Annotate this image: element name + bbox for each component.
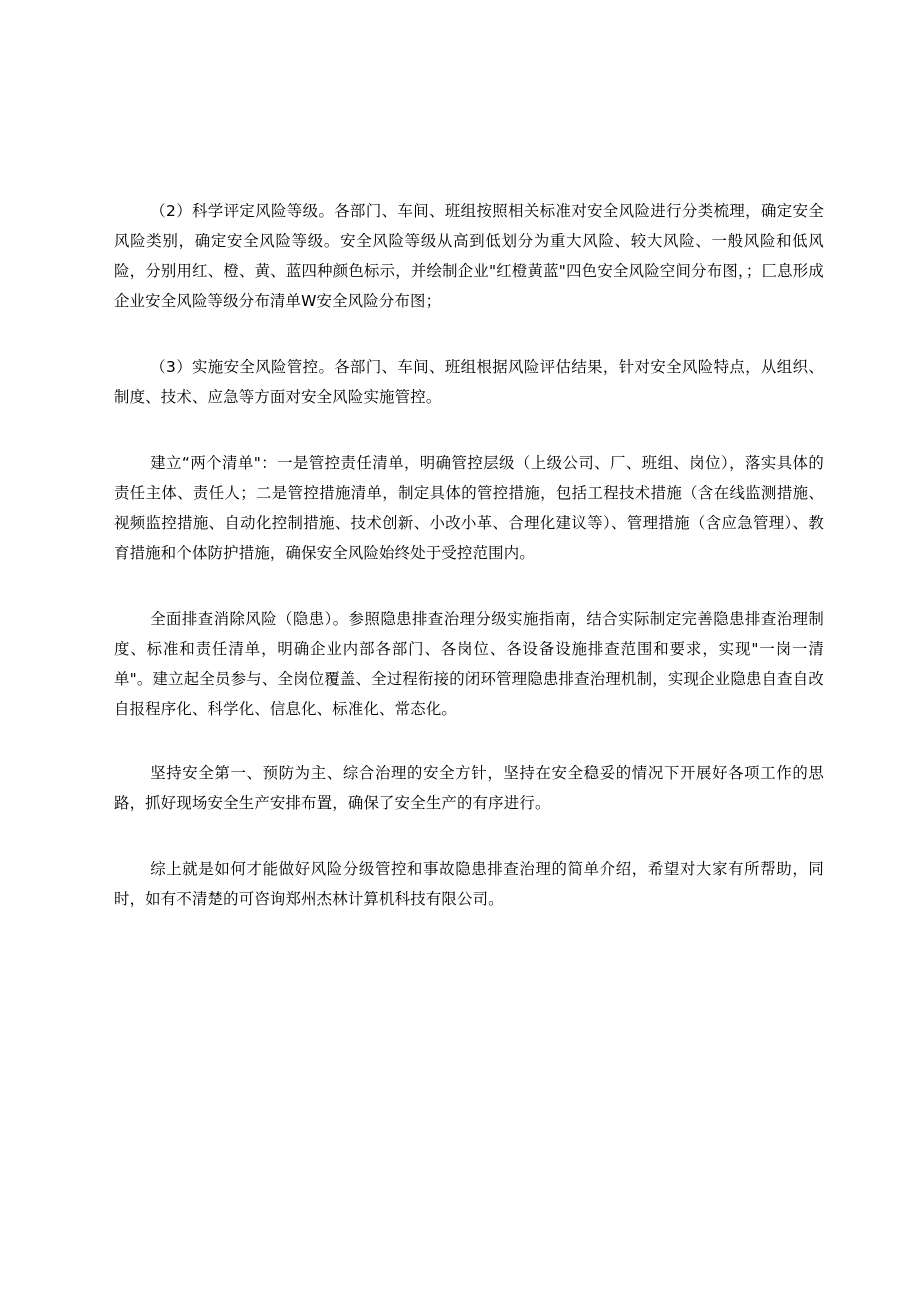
paragraph-hazard-inspection: 全面排查消除风险（隐患）。参照隐患排查治理分级实施指南，结合实际制定完善隐患排查治理制度、标准和责任清单，明确企业内部各部门、各岗位、各设备设施排查范围和要求，实现"一岗一清单"。建立起全员参与、全岗位覆盖、全过程衔接的闭环管理隐患排查治理机制，实现企业隐患自查自改自报程序化、科学化、信息化、标准化、常态化。 bbox=[114, 610, 824, 718]
paragraph-safety-policy: 坚持安全第一、预防为主、综合治理的安全方针，坚持在安全稳妥的情况下开展好各项工作的思路，抓好现场安全生产安排布置，确保了安全生产的有序进行。 bbox=[114, 764, 824, 812]
paragraph-risk-control: （3）实施安全风险管控。各部门、车间、班组根据风险评估结果，针对安全风险特点，从组织、制度、技术、应急等方面对安全风险实施管控。 bbox=[114, 358, 824, 406]
paragraph-two-lists: 建立“两个清单"：一是管控责任清单，明确管控层级（上级公司、厂、班组、岗位），落实具体的责任主体、责任人；二是管控措施清单，制定具体的管控措施，包括工程技术措施（含在线监测措施、视频监控措施、自动化控制措施、技术创新、小改小革、合理化建议等）、管理措施（含应急管理）、教育措施和个体防护措施，确保安全风险始终处于受控范围内。 bbox=[114, 454, 824, 562]
document-page bbox=[114, 196, 824, 914]
paragraph-risk-level-assessment: （2）科学评定风险等级。各部门、车间、班组按照相关标准对安全风险进行分类梳理，确定安全风险类别，确定安全风险等级。安全风险等级从高到低划分为重大风险、较大风险、一般风险和低风险，分别用红、橙、黄、蓝四种颜色标示，并绘制企业"红橙黄蓝"四色安全风险空间分布图，；匚息形成企业安全风险等级分布清单W安全风险分布图； bbox=[114, 202, 824, 310]
paragraph-conclusion: 综上就是如何才能做好风险分级管控和事故隐患排查治理的简单介绍，希望对大家有所帮助，同时，如有不清楚的可咨询郑州杰林计算机科技有限公司。 bbox=[114, 860, 824, 908]
